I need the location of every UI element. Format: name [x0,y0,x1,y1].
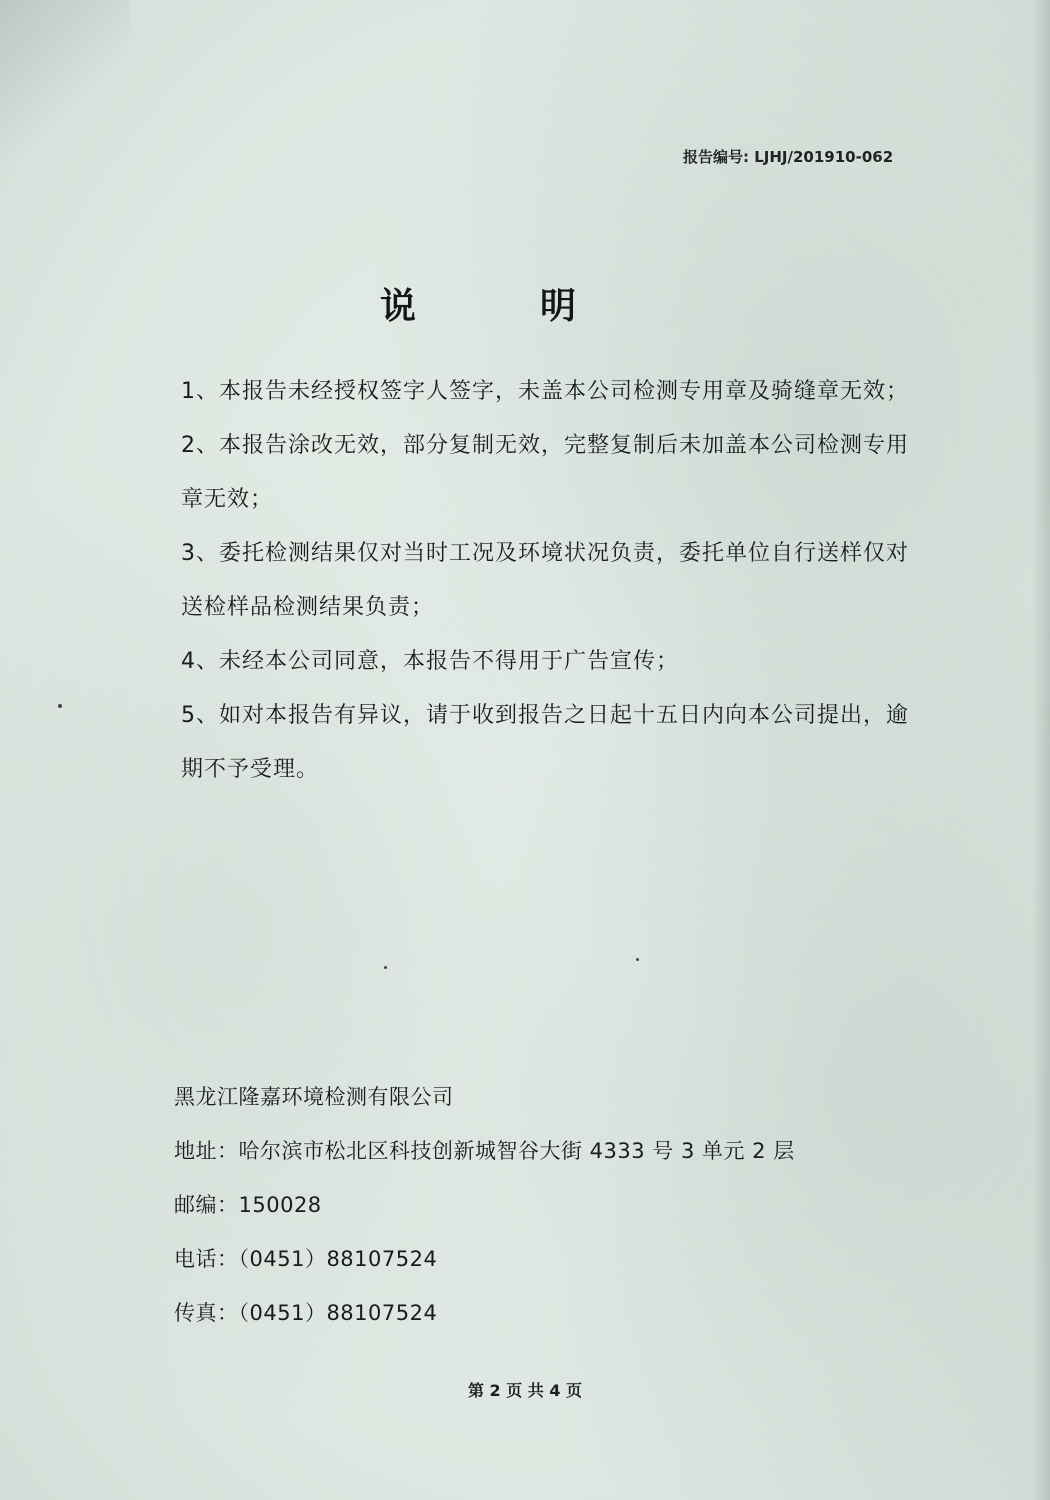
scan-speck [58,704,62,708]
scan-speck [384,966,387,969]
company-address: 地址：哈尔滨市松北区科技创新城智谷大街 4333 号 3 单元 2 层 [174,1139,795,1163]
scan-speck [636,958,639,961]
company-phone: 电话：（0451）88107524 [174,1247,438,1271]
page-title: 说明 [379,285,700,327]
right-edge-shadow [1032,0,1050,1500]
note-item: 2、本报告涂改无效，部分复制无效，完整复制后未加盖本公司检测专用章无效； [181,433,909,512]
company-info [174,1070,954,1340]
company-postcode: 邮编：150028 [174,1193,322,1217]
note-item: 3、委托检测结果仅对当时工况及环境状况负责，委托单位自行送样仅对送检样品检测结果负责； [181,541,909,620]
note-item: 5、如对本报告有异议，请于收到报告之日起十五日内向本公司提出，逾期不予受理。 [181,703,909,782]
company-name: 黑龙江隆嘉环境检测有限公司 [174,1085,454,1109]
note-item: 4、未经本公司同意，本报告不得用于广告宣传； [181,649,679,674]
notes-list [181,365,909,797]
page-number: 第 2 页 共 4 页 [467,1381,583,1400]
report-number: 报告编号: LJHJ/201910-062 [683,148,894,166]
company-fax: 传真：（0451）88107524 [174,1301,438,1325]
folded-corner-shadow [0,0,130,200]
note-item: 1、本报告未经授权签字人签字，未盖本公司检测专用章及骑缝章无效； [181,379,909,404]
